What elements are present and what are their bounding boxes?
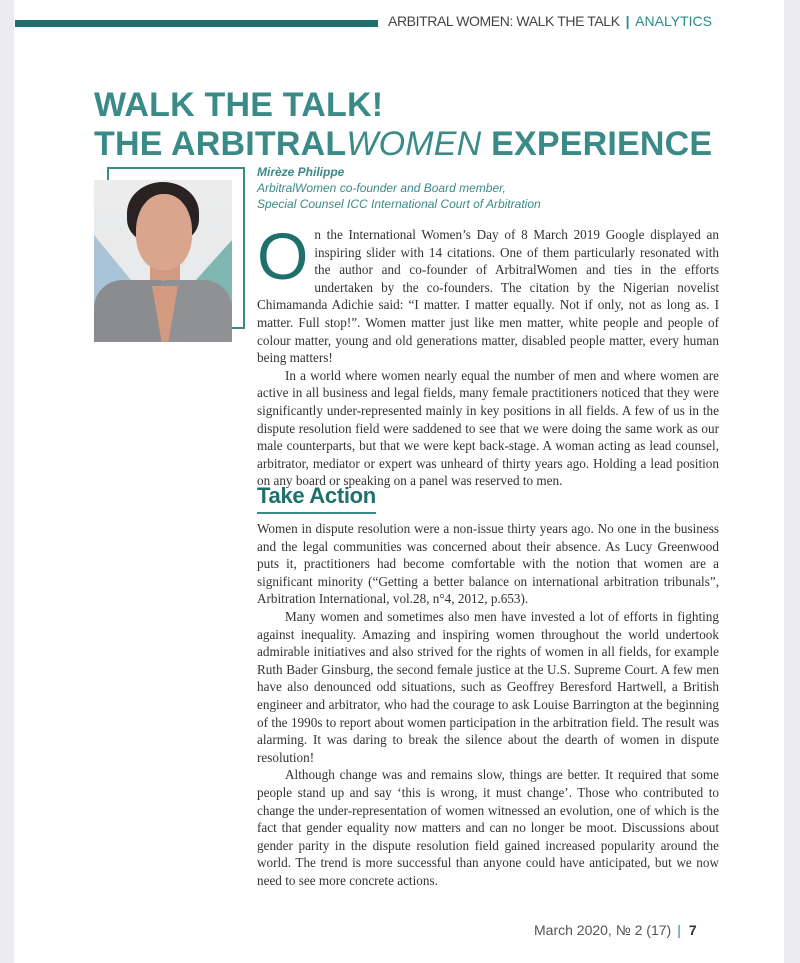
section-heading-take-action: Take Action xyxy=(257,483,376,514)
running-title: ARBITRAL WOMEN: WALK THE TALK xyxy=(388,13,620,29)
title-line-2-prefix: THE ARBITRAL xyxy=(94,125,347,163)
take-action-paragraph-1: Women in dispute resolution were a non-issue thirty years ago. No one in the business and the legal communities was concerned about their absence. As Lucy Greenwood puts it, practitioners had become comfortable with the notion that women are a significant minority (“Getting a better balance on international arbitration tribunals”, Arbitration International, vol.28, n°4, 2012, p.653). xyxy=(257,521,719,607)
take-action-section xyxy=(257,520,719,889)
photo-frame-left xyxy=(107,167,109,180)
intro-section xyxy=(257,219,719,490)
running-header xyxy=(388,13,712,29)
photo-frame-bottom xyxy=(232,327,245,329)
drop-cap: O xyxy=(257,219,309,293)
author-byline xyxy=(257,164,541,212)
page-footer xyxy=(534,922,697,938)
author-role-1: ArbitralWomen co-founder and Board member, xyxy=(257,181,506,195)
intro-paragraph-2: In a world where women nearly equal the number of men and where women are active in all business and legal fields, many female practitioners noticed that they were significantly under-represented mainly in key positions in all fields. A few of us in the dispute resolution field were saddened to see that we were doing the same work as our male counterparts, but that we were kept back-stage. A woman acting as lead counsel, arbitrator, mediator or expert was unheard of thirty years ago. Holding a lead position on any board or speaking on a panel was reserved to men. xyxy=(257,367,719,489)
page-number: 7 xyxy=(688,922,697,938)
author-name: Mirèze Philippe xyxy=(257,165,345,179)
take-action-paragraph-3: Although change was and remains slow, things are better. It required that some people stand up and say ‘this is wrong, it must change’. Those who contributed to change the under-representation of women witnessed an evolution, one of which is the fact that gender equality now matters and can no longer be moot. Discussions about gender parity in the dispute resolution field gained increased popularity around the world. The trend is more successful than anyone could have anticipated, but we now need to see more concrete actions. xyxy=(257,767,719,888)
magazine-page xyxy=(14,0,784,963)
footer-separator: | xyxy=(677,922,681,938)
photo-frame-top xyxy=(107,167,244,169)
header-separator: | xyxy=(625,13,630,29)
title-line-2-italic: WOMEN xyxy=(346,125,482,163)
title-line-2-suffix: EXPERIENCE xyxy=(481,125,713,163)
take-action-paragraph-2: Many women and sometimes also men have invested a lot of efforts in fighting against inequality. Amazing and inspiring women throughout the world undertook admirable initiatives and also strived for the rights of women in all fields, for example Ruth Bader Ginsburg, the second female justice at the U.S. Supreme Court. A few men have also denounced odd situations, such as Geoffrey Beresford Hartwell, a British engineer and arbitrator, who had the courage to ask Louise Barrington at the beginning of the 1990s to report about women participation in the arbitration field. The result was alarming. It was daring to break the silence about the dearth of women in dispute resolution! xyxy=(257,608,719,765)
photo-face xyxy=(136,194,192,270)
issue-info: March 2020, № 2 (17) xyxy=(534,922,672,938)
author-role-2: Special Counsel ICC International Court of Arbitration xyxy=(257,197,541,211)
title-line-1: WALK THE TALK! xyxy=(94,86,384,124)
author-photo xyxy=(94,180,232,342)
section-label: ANALYTICS xyxy=(635,13,712,29)
photo-frame-right xyxy=(243,167,245,329)
header-accent-bar xyxy=(15,20,378,27)
article-title xyxy=(94,86,712,164)
intro-paragraph-1: n the International Women’s Day of 8 March 2019 Google displayed an inspiring slider with 14 citations. One of them particularly resonated with the author and co-founder of ArbitralWomen and ties in the efforts undertaken by the co-founders. The citation by the Nigerian novelist Chimamanda Adichie said: “I matter. I matter equally. Not if only, not as long as. I matter. Full stop!”. Women matter just like men matter, white people and people of colour matter, young and old generations matter, disabled people matter, every human being matters! xyxy=(257,227,719,366)
